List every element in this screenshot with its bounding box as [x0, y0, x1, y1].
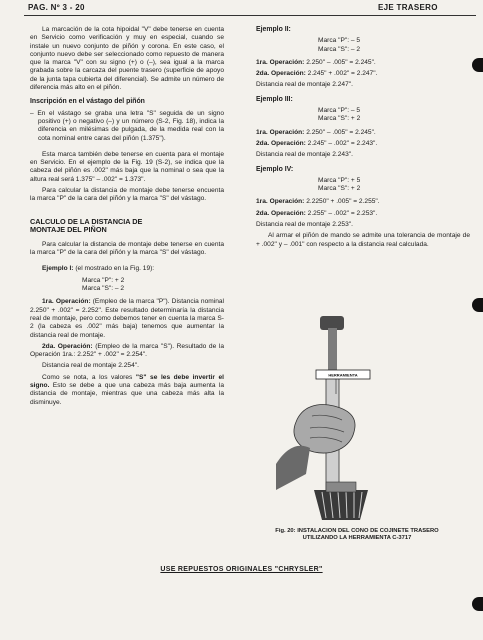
note-part-c: Esto se debe a que una cabeza más baja aumenta la distancia de montaje, mientras que una cabeza más alta la disminuye. — [30, 381, 224, 406]
paragraph-marca-servicio: Esta marca también debe tenerse en cuenta para el montaje en Servicio. En el ejemplo de la Fig. 19 (S-2), se indica que la cabeza del piñón es .002" más baja que la nominal o sea que la altura real será 1.375" – .002" = 1.373". — [30, 150, 224, 183]
note-part-a: Como se nota, a los valores — [42, 373, 136, 381]
binder-hole-bottom — [472, 597, 483, 611]
example-1-op2 — [30, 343, 224, 360]
hammer-handle — [328, 328, 337, 376]
sleeve — [276, 446, 310, 490]
hammer-head — [320, 316, 344, 330]
ex4-op2-label: 2da. Operación: — [256, 209, 306, 217]
page-number: PAG. Nº 3 - 20 — [28, 3, 85, 12]
paragraph-cota-hipoidal: La marcación de la cota hipoidal "V" debe tenerse en cuenta en Servicio como verificación y muy en especial, cuando se instale un nuevo conjunto de piñón y corona. En este caso, el conjunto nuevo debe ser seleccionado como repuesto de manera que la marca "V" con su signo (+) o (–), sea igual a la marca grabada sobre la carcaza del puente trasero (superficie de apoyo de la junta tapa cubierta del diferencial). Se admite un número de diferencia más alto en el piñón. — [30, 26, 224, 92]
example-2-op2 — [256, 70, 470, 78]
heading-calculo-line2: MONTAJE DEL PIÑON — [30, 225, 107, 235]
ex3-op2-label: 2da. Operación: — [256, 139, 306, 147]
example-3-marca-p: Marca "P": – 5 — [318, 107, 361, 115]
example-4-distance: Distancia real de montaje 2.253". — [256, 221, 353, 229]
example-1-marca-p: Marca "P": + 2 — [82, 276, 125, 284]
ex3-op1-label: 1ra. Operación: — [256, 128, 305, 136]
ex3-op1-text: 2.250" – .005" = 2.245". — [304, 128, 376, 136]
section-title: EJE TRASERO — [378, 3, 438, 12]
example-2-marca-s: Marca "S": – 2 — [318, 45, 361, 53]
figure-caption — [244, 528, 470, 542]
ex2-op1-label: 1ra. Operación: — [256, 58, 305, 66]
example-4-op1 — [256, 198, 470, 206]
example-1-note: (el mostrado en la Fig. 19): — [73, 265, 155, 273]
figure-caption-line2: UTILIZANDO LA HERRAMIENTA C-3717 — [302, 535, 412, 541]
op1-text: (Empleo de la marca "P"). Distancia nominal 2.250" + .002" = 2.252". Este resultado determinaría la distancia real de montaje, pero como debemos tener en cuenta la marca S-2 (la cabeza es .002" más baja) tenemos que aumentar la distancia real de montaje. — [30, 298, 224, 339]
example-1-marca-s: Marca "S": – 2 — [82, 285, 125, 293]
op2-label: 2da. Operación: — [42, 342, 93, 350]
tool-label: HERRAMIENTA — [328, 372, 358, 378]
ex3-op2-text: 2.245" – .002" = 2.243". — [305, 139, 378, 147]
example-3-op2 — [256, 140, 470, 148]
example-1-op1 — [30, 298, 224, 339]
example-4-marca-p: Marca "P": + 5 — [318, 176, 361, 184]
example-4-marca-s: Marca "S": + 2 — [318, 185, 361, 193]
paragraph-calcular: Para calcular la distancia de montaje debe tenerse encuenta la marca "P" de la cara del piñón y la marca "S" del vástago. — [30, 187, 224, 203]
figure-caption-line1: Fig. 20: INSTALACION DEL CONO DE COJINETE TRASERO — [275, 528, 439, 534]
figure-20-illustration — [276, 314, 406, 528]
heading-calculo — [30, 218, 224, 235]
bearing-cone — [326, 482, 356, 492]
op1-label: 1ra. Operación: — [42, 298, 91, 306]
example-3-marca-s: Marca "S": + 2 — [318, 115, 361, 123]
ex2-op1-text: 2.250" – .005" = 2.245". — [304, 58, 376, 66]
ex4-op1-label: 1ra. Operación: — [256, 198, 305, 206]
example-4-op2 — [256, 210, 470, 218]
paragraph-vastago: – En el vástago se graba una letra "S" seguida de un signo positivo (+) o negativo (–) y un número (S-2, Fig. 18), indica la diferencia en milésimas de pulgada, de la medida real con la cota nominal entre caras del piñón (1.375"). — [30, 109, 224, 142]
ex2-op2-text: 2.245" + .002" = 2.247". — [305, 70, 378, 78]
right-column — [256, 26, 470, 252]
note-part-b: "S" se les debe invertir el signo. — [30, 373, 224, 389]
left-column — [30, 26, 224, 410]
binder-hole-top — [472, 58, 483, 72]
heading-inscripcion: Inscripción en el vástago del piñón — [30, 98, 145, 106]
footer-note: USE REPUESTOS ORIGINALES "CHRYSLER" — [160, 566, 323, 573]
example-2-title: Ejemplo II: — [256, 26, 291, 33]
example-2-op1 — [256, 59, 470, 67]
example-1-title — [30, 265, 224, 273]
example-2-distance: Distancia real de montaje 2.247". — [256, 81, 353, 89]
example-2-marca-p: Marca "P": – 5 — [318, 37, 361, 45]
hand — [294, 405, 355, 453]
heading-calculo-line1: CALCULO DE LA DISTANCIA DE — [30, 216, 143, 226]
example-1-distance: Distancia real de montaje 2.254". — [42, 362, 139, 370]
op2-text: (Empleo de la marca "S"). Resultado de la Operación 1ra.: 2.252" + .002" = 2.254". — [30, 342, 224, 359]
example-3-op1 — [256, 129, 470, 137]
example-3-title: Ejemplo III: — [256, 95, 293, 103]
ex4-op2-text: 2.255" – .002" = 2.253". — [305, 209, 378, 217]
header-rule — [24, 15, 476, 16]
paragraph-calculo-intro: Para calcular la distancia de montaje debe tenerse en cuenta la marca "P" de la cara del piñón y la marca "S" del vástago. — [30, 240, 224, 257]
ex2-op2-label: 2da. Operación: — [256, 70, 306, 78]
example-4-title: Ejemplo IV: — [256, 165, 294, 173]
ex4-op1-text: 2.2250" + .005" = 2.255". — [304, 198, 380, 206]
binder-hole-middle — [472, 298, 483, 312]
paragraph-tolerancia: Al armar el piñón de mando se admite una tolerancia de montaje de + .002" y – .001" con respecto a la distancia real calculada. — [256, 232, 470, 248]
example-1-label: Ejemplo I: — [42, 265, 74, 273]
example-3-distance: Distancia real de montaje 2.243". — [256, 151, 353, 159]
paragraph-invertir-signo — [30, 374, 224, 407]
